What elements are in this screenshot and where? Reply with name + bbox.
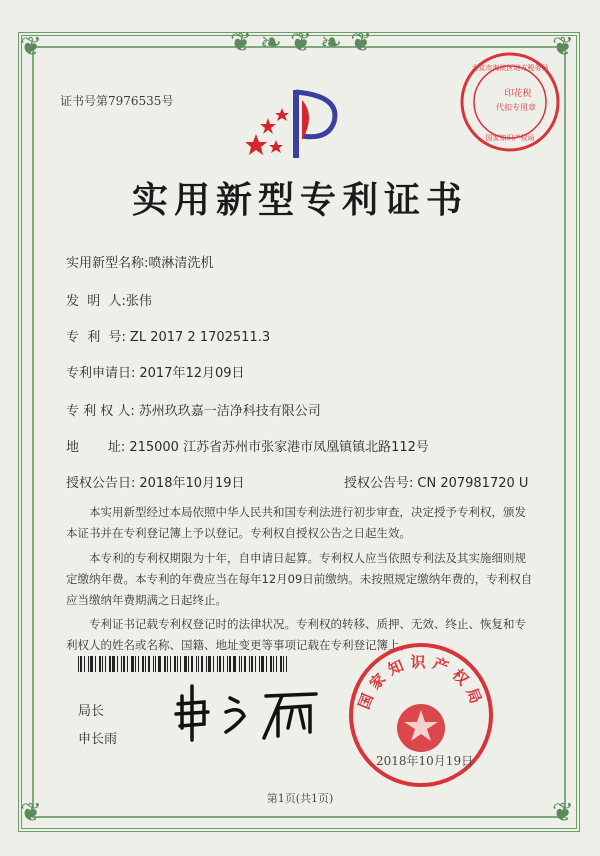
barcode-bar: [138, 656, 139, 672]
corner-ornament-tl: ❦: [20, 32, 42, 62]
page-footer: 第1页(共1页): [266, 792, 334, 805]
barcode-bar: [90, 656, 93, 672]
barcode-bar: [127, 656, 128, 672]
logo-star-4: [269, 140, 283, 153]
barcode-bar: [117, 656, 118, 672]
top-ornament: ❦ ❧ ❦ ❧ ❦: [230, 28, 372, 58]
field-filing-date: [66, 362, 245, 381]
field-grant-no-value: CN 207981720 U: [417, 476, 529, 491]
barcode-bar: [109, 656, 111, 672]
tax-seal-line3: 代扣专用章: [496, 103, 536, 112]
field-holder: [66, 400, 321, 419]
field-inventor: [66, 290, 152, 309]
field-filing-date-value: 2017年12月09日: [139, 366, 245, 381]
barcode-bar: [261, 656, 264, 672]
logo-star-3: [275, 108, 289, 121]
barcode-bar: [155, 656, 156, 672]
barcode-bar: [145, 656, 146, 672]
barcode-bar: [164, 656, 166, 672]
signature-name: 申长雨: [78, 732, 118, 747]
barcode-bar: [105, 656, 106, 672]
field-name-label: 实用新型名称:: [66, 256, 149, 271]
barcode-bar: [276, 656, 277, 672]
tax-seal: [458, 50, 562, 154]
field-name-value: 喷淋清洗机: [148, 256, 214, 271]
barcode-bar: [95, 656, 96, 672]
barcode-bar: [219, 656, 221, 672]
barcode-bar: [188, 656, 189, 672]
patent-office-logo: [246, 82, 356, 162]
paragraph-1: 本实用新型经过本局依照中华人民共和国专利法进行初步审查，决定授予专利权，颁发本证书并在专利登记簿上予以登记。专利权自授权公告之日起生效。: [66, 505, 526, 540]
barcode-bar: [174, 656, 176, 672]
barcode-bar: [266, 656, 267, 672]
certificate-number: 证书号第7976535号: [60, 94, 174, 108]
tax-seal-line4: 国家知识产权局: [485, 134, 535, 142]
field-inventor-value: 张伟: [125, 294, 152, 309]
barcode-bar: [158, 656, 161, 672]
field-name: [66, 252, 213, 271]
barcode-bar: [180, 656, 181, 672]
field-grant-date: [66, 472, 245, 491]
corner-ornament-bl: ❦: [20, 798, 42, 828]
logo-star-2: [260, 118, 276, 134]
field-grant-date-value: 2018年10月19日: [139, 476, 245, 491]
signature-role: 局长: [78, 704, 105, 719]
barcode-bar: [198, 656, 199, 672]
field-grant-no: [344, 472, 528, 491]
barcode-bar: [208, 656, 211, 672]
barcode-bar: [170, 656, 171, 672]
field-grant-no-label: 授权公告号:: [344, 476, 414, 491]
field-holder-label: 专 利 权 人:: [66, 404, 135, 419]
barcode-bar: [196, 656, 197, 672]
field-holder-value: 苏州玖玖嘉一洁净科技有限公司: [138, 404, 321, 419]
field-patent-no: [66, 326, 270, 345]
barcode-bar: [201, 656, 203, 672]
barcode-bar: [249, 656, 250, 672]
seal-date: 2018年10月19日: [376, 754, 474, 768]
barcode-bar: [244, 656, 246, 672]
paragraph-3: 专利证书记载专利权登记时的法律状况。专利权的转移、质押、无效、终止、恢复和专利权人的姓名或名称、国籍、地址变更等事项记载在专利登记簿上。: [66, 617, 526, 652]
barcode-bar: [78, 656, 79, 672]
barcode-bar: [184, 656, 187, 672]
corner-ornament-tr: ❦: [552, 32, 574, 62]
field-grant-date-label: 授权公告日:: [66, 476, 136, 491]
barcode-bar: [131, 656, 134, 672]
sipo-seal-text: 国家知识产权局: [354, 653, 488, 712]
field-patent-no-label: 专 利 号:: [66, 330, 126, 345]
barcode-bar: [273, 656, 274, 672]
barcode-bar: [270, 656, 272, 672]
barcode-bar: [135, 656, 136, 672]
barcode-bar: [84, 656, 85, 672]
tax-seal-line1: 北京市海淀区地方税务局: [471, 64, 549, 72]
barcode-bar: [177, 656, 178, 672]
barcode-bar: [88, 656, 89, 672]
barcode-bar: [123, 656, 125, 672]
barcode-bar: [217, 656, 218, 672]
barcode-bar: [229, 656, 231, 672]
barcode-bar: [99, 656, 101, 672]
certificate-title: 实用新型专利证书: [131, 180, 468, 221]
barcode-bar: [80, 656, 82, 672]
field-address-label: 地 址:: [66, 440, 126, 455]
barcode-bar: [259, 656, 260, 672]
paragraph-2: 本专利的专利权期限为十年，自申请日起算。专利权人应当依照专利法及其实施细则规定缴纳年费。本专利的年费应当在每年12月09日前缴纳。未按照规定缴纳年费的，专利权自应当缴纳年费期满之日起终止。: [66, 551, 533, 607]
barcode-bar: [191, 656, 193, 672]
barcode-bar: [112, 656, 115, 672]
barcode-bar: [233, 656, 236, 672]
barcode-bar: [280, 656, 282, 672]
barcode-bar: [213, 656, 214, 672]
barcode-bar: [255, 656, 256, 672]
barcode-bar: [142, 656, 144, 672]
barcode-bar: [286, 656, 287, 672]
barcode-bar: [223, 656, 224, 672]
barcode-bar: [241, 656, 242, 672]
barcode-bar: [251, 656, 253, 672]
field-address: [66, 436, 429, 455]
barcode-bar: [227, 656, 228, 672]
field-inventor-label: 发 明 人:: [66, 294, 126, 309]
barcode-bar: [283, 656, 284, 672]
barcode-bar: [121, 656, 122, 672]
barcode-bar: [102, 656, 103, 672]
field-filing-date-label: 专利申请日:: [66, 366, 136, 381]
barcode-bar: [153, 656, 154, 672]
barcode: [78, 656, 318, 672]
field-patent-no-value: ZL 2017 2 1702511.3: [129, 330, 271, 345]
barcode-bar: [167, 656, 168, 672]
logo-p-bowl: [296, 92, 335, 137]
barcode-bar: [206, 656, 207, 672]
handwritten-signature: [174, 676, 324, 746]
barcode-bar: [148, 656, 150, 672]
field-address-value: 215000 江苏省苏州市张家港市凤凰镇镇北路112号: [129, 440, 429, 455]
tax-seal-line2: 印花税: [504, 89, 532, 99]
logo-star-1: [246, 134, 267, 155]
barcode-bar: [239, 656, 240, 672]
corner-ornament-br: ❦: [552, 798, 574, 828]
